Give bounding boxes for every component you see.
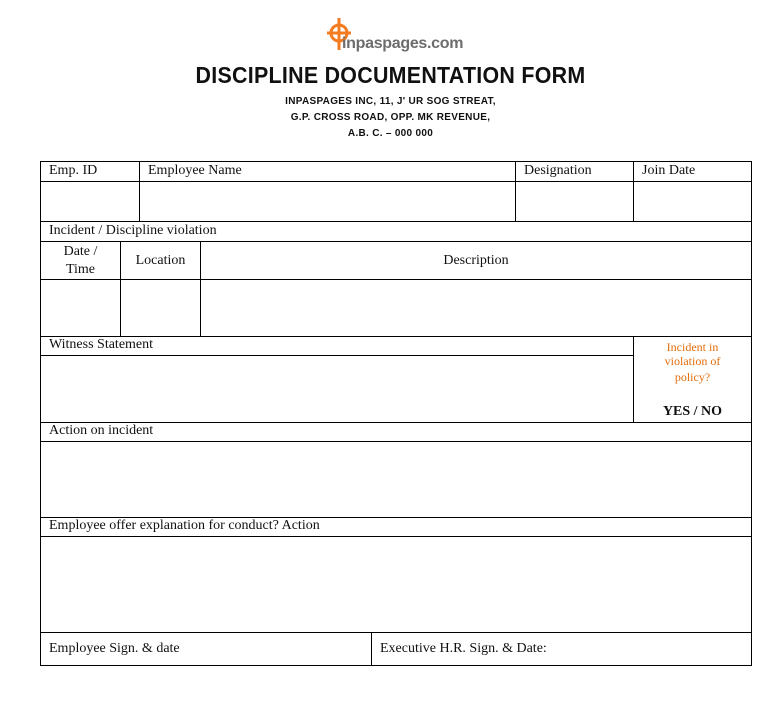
incident-section-header: [40, 221, 752, 242]
emp-id-header-cell: [40, 161, 140, 182]
emp-id-label: Emp. ID: [49, 163, 98, 178]
witness-header-cell: [40, 336, 634, 356]
date-time-label-line-2: Time: [65, 262, 96, 277]
date-time-field[interactable]: [40, 279, 121, 337]
location-label: Location: [135, 253, 186, 268]
incident-label: Incident / Discipline violation: [49, 223, 217, 238]
action-header-cell: [40, 422, 752, 442]
company-logo: [326, 16, 476, 56]
executive-sign-label: Executive H.R. Sign. & Date:: [380, 641, 547, 656]
employee-name-label: Employee Name: [148, 163, 242, 178]
location-field[interactable]: [120, 279, 201, 337]
employee-name-header-cell: [139, 161, 516, 182]
description-field[interactable]: [200, 279, 752, 337]
executive-sign-cell[interactable]: [371, 632, 752, 666]
designation-label: Designation: [524, 163, 592, 178]
policy-violation-cell: [633, 336, 752, 423]
description-header-cell: [200, 241, 752, 280]
address-line-2: G.P. CROSS ROAD, OPP. MK REVENUE,: [290, 112, 491, 123]
address-line-3: A.B. C. – 000 000: [347, 128, 434, 139]
description-label: Description: [443, 253, 509, 268]
policy-question-line-3: policy?: [674, 370, 711, 384]
designation-header-cell: [515, 161, 634, 182]
yes-no-choice[interactable]: YES / NO: [662, 404, 723, 419]
explanation-label: Employee offer explanation for conduct? Action: [49, 518, 320, 533]
date-time-header-cell: [40, 241, 121, 280]
logo-text: inpaspages.com: [342, 35, 464, 52]
witness-statement-field[interactable]: [40, 355, 634, 423]
emp-id-field[interactable]: [40, 181, 140, 222]
action-label: Action on incident: [49, 423, 154, 438]
employee-sign-cell[interactable]: [40, 632, 372, 666]
employee-sign-label: Employee Sign. & date: [49, 641, 180, 656]
join-date-field[interactable]: [633, 181, 752, 222]
action-field[interactable]: [40, 441, 752, 518]
explanation-header-cell: [40, 517, 752, 537]
policy-question-line-1: Incident in: [666, 340, 719, 354]
location-header-cell: [120, 241, 201, 280]
employee-name-field[interactable]: [139, 181, 516, 222]
designation-field[interactable]: [515, 181, 634, 222]
form-title: DISCIPLINE DOCUMENTATION FORM: [195, 62, 586, 88]
witness-label: Witness Statement: [49, 337, 154, 352]
address-line-1: INPASPAGES INC, 11, J' UR SOG STREAT,: [285, 96, 496, 107]
explanation-field[interactable]: [40, 536, 752, 633]
join-date-label: Join Date: [642, 163, 696, 178]
date-time-label-line-1: Date /: [63, 244, 98, 259]
policy-question-line-2: violation of: [664, 354, 721, 368]
join-date-header-cell: [633, 161, 752, 182]
